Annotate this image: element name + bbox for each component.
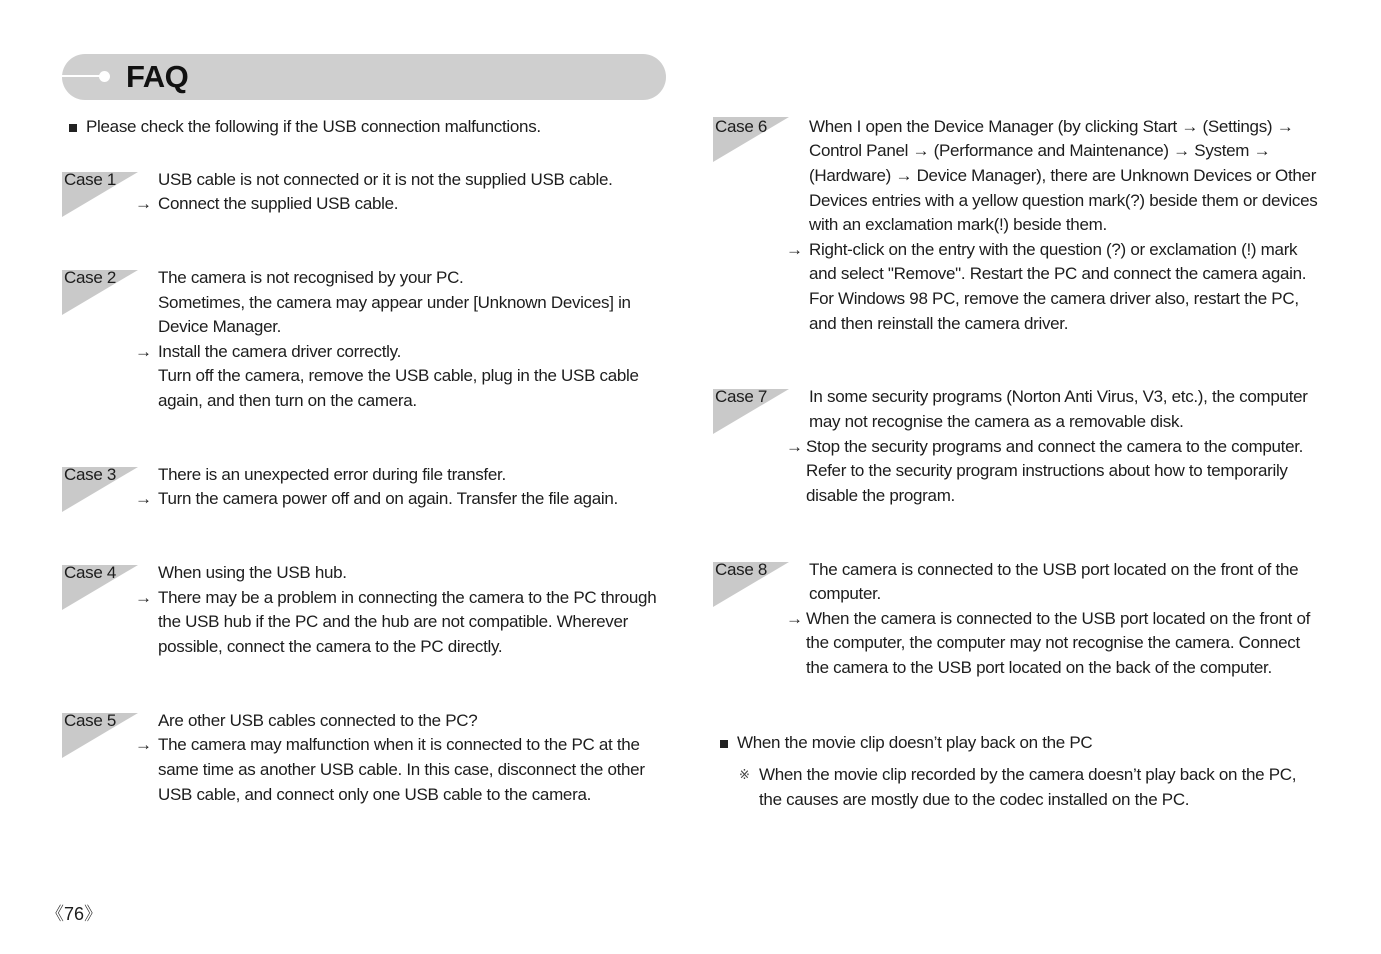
arrow-icon: → — [135, 342, 152, 361]
case-6-problem: (Hardware) → Device Manager), there are Unknown Devices or Other — [809, 166, 1317, 185]
intro-text: Please check the following if the USB connection malfunctions. — [86, 117, 541, 136]
case-5-problem: Are other USB cables connected to the PC? — [158, 711, 478, 730]
case-1-problem: USB cable is not connected or it is not the supplied USB cable. — [158, 170, 613, 189]
case-7-solution: disable the program. — [806, 486, 955, 505]
arrow-icon: → — [135, 194, 152, 213]
case-7-problem: In some security programs (Norton Anti Virus, V3, etc.), the computer — [809, 387, 1308, 406]
case-4-problem: When using the USB hub. — [158, 563, 347, 582]
case-6-problem: with an exclamation mark(!) beside them. — [809, 215, 1107, 234]
note-reference-icon: ※ — [739, 767, 750, 782]
case-5-solution: USB cable, and connect only one USB cable to the camera. — [158, 785, 592, 804]
movie-section-note: When the movie clip recorded by the camera doesn’t play back on the PC, — [759, 765, 1297, 784]
case-6-problem: Devices entries with a yellow question mark(?) beside them or devices — [809, 191, 1318, 210]
arrow-icon: → — [786, 437, 803, 456]
case-3-label: Case 3 — [64, 465, 117, 484]
case-7-solution: Refer to the security program instructions about how to temporarily — [806, 461, 1288, 480]
arrow-icon: → — [786, 609, 803, 628]
case-5-solution: The camera may malfunction when it is connected to the PC at the — [158, 735, 640, 754]
case-3-solution: Turn the camera power off and on again. Transfer the file again. — [158, 489, 618, 508]
arrow-icon: → — [786, 240, 803, 259]
case-8-problem: computer. — [809, 584, 881, 603]
case-1-solution: Connect the supplied USB cable. — [158, 194, 399, 213]
case-2-solution: Turn off the camera, remove the USB cable, plug in the USB cable — [158, 366, 639, 385]
case-4-label: Case 4 — [64, 563, 117, 582]
case-2-problem: Sometimes, the camera may appear under [Unknown Devices] in — [158, 293, 631, 312]
header-decoration-line — [62, 75, 104, 77]
case-6-solution: and then reinstall the camera driver. — [809, 314, 1069, 333]
case-8-solution: When the camera is connected to the USB port located on the front of — [806, 609, 1311, 628]
case-1-label: Case 1 — [64, 170, 117, 189]
header-decoration-dot — [99, 71, 110, 82]
case-2-solution: Install the camera driver correctly. — [158, 342, 402, 361]
case-6-problem: When I open the Device Manager (by clicking Start → (Settings) → — [809, 117, 1294, 136]
case-3-problem: There is an unexpected error during file transfer. — [158, 465, 506, 484]
arrow-icon: → — [135, 489, 152, 508]
square-bullet-icon — [720, 740, 728, 748]
case-7-solution: Stop the security programs and connect the camera to the computer. — [806, 437, 1304, 456]
page-title: FAQ — [126, 59, 189, 94]
case-4-solution: the USB hub if the PC and the hub are not compatible. Wherever — [158, 612, 628, 631]
case-8-solution: the computer, the computer may not recognise the camera. Connect — [806, 633, 1300, 652]
case-4-solution: possible, connect the camera to the PC directly. — [158, 637, 503, 656]
case-8-solution: the camera to the USB port located on the back of the computer. — [806, 658, 1272, 677]
case-5-solution: same time as another USB cable. In this case, disconnect the other — [158, 760, 645, 779]
case-2-label: Case 2 — [64, 268, 117, 287]
movie-section-note: the causes are mostly due to the codec installed on the PC. — [759, 790, 1190, 809]
case-8-label: Case 8 — [715, 560, 768, 579]
case-6-solution: For Windows 98 PC, remove the camera driver also, restart the PC, — [809, 289, 1299, 308]
page-number: 《76》 — [46, 904, 103, 924]
case-6-solution: and select "Remove". Restart the PC and connect the camera again. — [809, 264, 1307, 283]
arrow-icon: → — [135, 735, 152, 754]
case-2-solution: again, and then turn on the camera. — [158, 391, 417, 410]
case-7-label: Case 7 — [715, 387, 768, 406]
case-5-label: Case 5 — [64, 711, 117, 730]
case-6-solution: Right-click on the entry with the question (?) or exclamation (!) mark — [809, 240, 1298, 259]
case-2-problem: Device Manager. — [158, 317, 282, 336]
case-2-problem: The camera is not recognised by your PC. — [158, 268, 464, 287]
movie-section-heading: When the movie clip doesn’t play back on the PC — [737, 733, 1093, 752]
case-7-problem: may not recognise the camera as a removable disk. — [809, 412, 1184, 431]
square-bullet-icon — [69, 124, 77, 132]
case-6-label: Case 6 — [715, 117, 768, 136]
case-4-solution: There may be a problem in connecting the camera to the PC through — [158, 588, 657, 607]
case-8-problem: The camera is connected to the USB port located on the front of the — [809, 560, 1299, 579]
case-6-problem: Control Panel → (Performance and Maintenance) → System → — [809, 141, 1271, 160]
arrow-icon: → — [135, 588, 152, 607]
